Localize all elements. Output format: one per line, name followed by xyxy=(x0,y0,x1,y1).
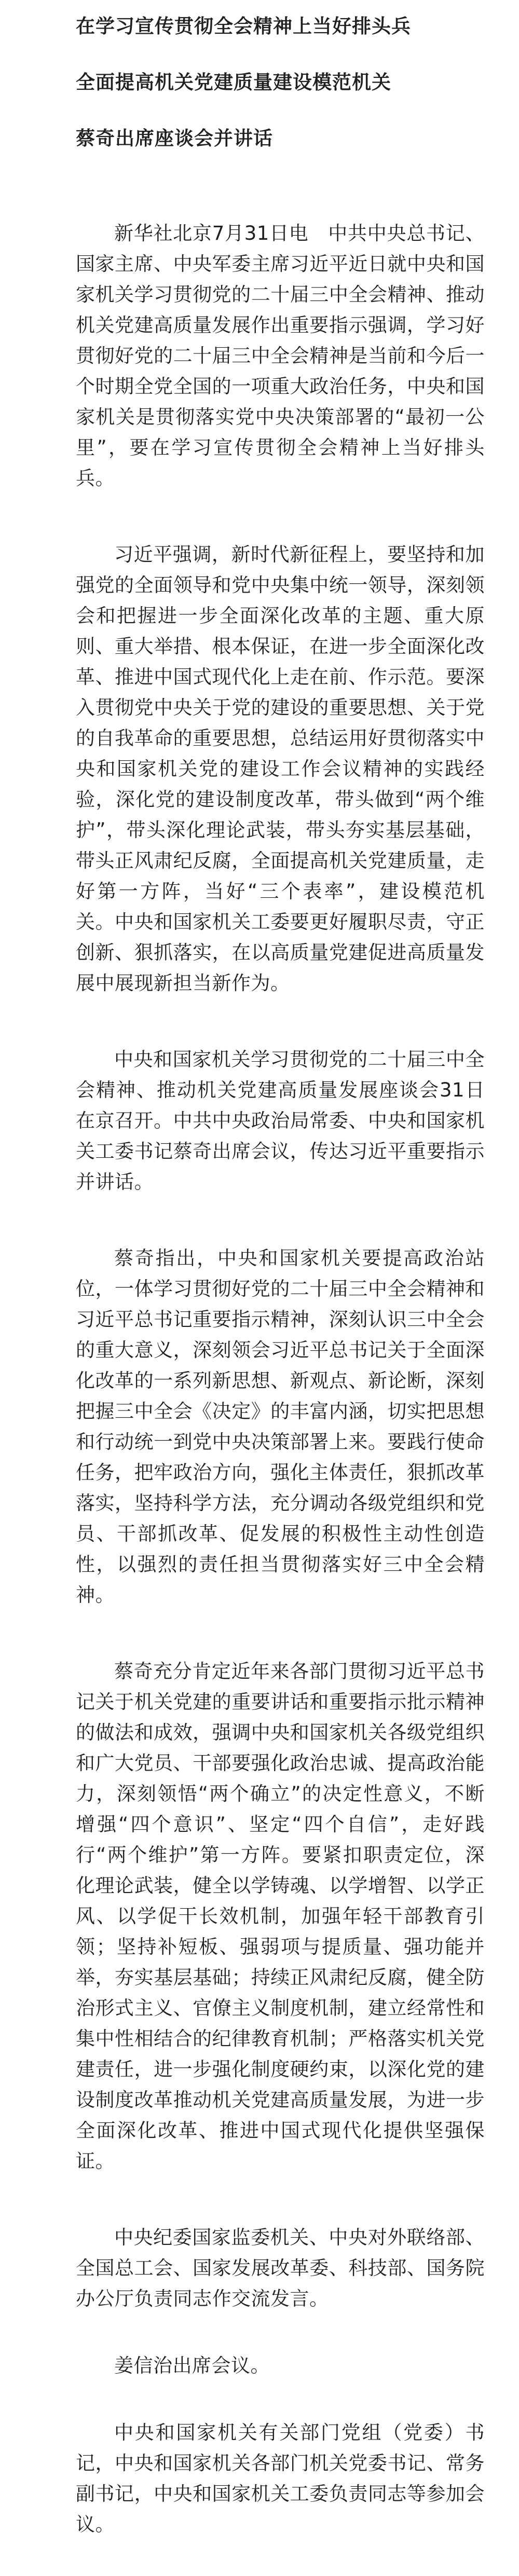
article-headline xyxy=(76,13,485,152)
paragraph-cai-qi-affirms: 蔡奇充分肯定近年来各部门贯彻习近平总书记关于机关党建的重要讲话和重要指示批示精神的做法和成效，强调中央和国家机关各级党组织和广大党员、干部要强化政治忠诚、提高政治能力，深刻领悟“两个确立”的决定性意义，不断增强“四个意识”、坚定“四个自信”，走好践行“两个维护”第一方阵。要紧扣职责定位，深化理论武装，健全以学铸魂、以学增智、以学正风、以学促干长效机制，加强年轻干部教育引领；坚持补短板、强弱项与提质量、强功能并举，夯实基层基础；持续正风肃纪反腐，健全防治形式主义、官僚主义制度机制，建立经常性和集中性相结合的纪律教育机制；严格落实机关党建责任，进一步强化制度硬约束，以深化党的建设制度改革推动机关党建高质量发展，为进一步全面深化改革、推进中国式现代化提供坚强保证。 xyxy=(76,1660,485,2172)
paragraph-cai-qi-points: 蔡奇指出，中央和国家机关要提高政治站位，一体学习贯彻好党的二十届三中全会精神和习近平总书记重要指示精神，深刻认识三中全会的重大意义，深刻领会习近平总书记关于全面深化改革的一系列新思想、新观点、新论断，深刻把握三中全会《决定》的丰富内涵，切实把思想和行动统一到党中央决策部署上来。要践行使命任务，把牢政治方向，强化主体责任，狠抓改革落实，坚持科学方法，充分调动各级党组织和党员、干部抓改革、促发展的积极性主动性创造性，以强烈的责任担当贯彻落实好三中全会精神。 xyxy=(76,1247,485,1606)
paragraph-meeting: 中央和国家机关学习贯彻党的二十届三中全会精神、推动机关党建高质量发展座谈会31日在京召开。中共中央政治局常委、中央和国家机关工委书记蔡奇出席会议，传达习近平重要指示并讲话。 xyxy=(76,1048,485,1193)
paragraph-xi-emphasis: 习近平强调，新时代新征程上，要坚持和加强党的全面领导和党中央集中统一领导，深刻领会和把握进一步全面深化改革的主题、重大原则、重大举措、根本保证，在进一步全面深化改革、推进中国式现代化上走在前、作示范。要深入贯彻党中央关于党的建设的重要思想、关于党的自我革命的重要思想，总结运用好贯彻落实中央和国家机关党的建设工作会议精神的实践经验，深化党的建设制度改革，带头做到“两个维护”，带头深化理论武装，带头夯实基层基础，带头正风肃纪反腐，全面提高机关党建质量，走好第一方阵，当好“三个表率”，建设模范机关。中央和国家机关工委要更好履职尽责，守正创新、狠抓落实，在以高质量党建促进高质量发展中展现新担当新作为。 xyxy=(76,543,485,994)
paragraph-attendee: 姜信治出席会议。 xyxy=(114,2354,270,2377)
headline-line-3: 蔡奇出席座谈会并讲话 xyxy=(76,127,273,149)
headline-line-2: 全面提高机关党建质量建设模范机关 xyxy=(76,71,391,93)
paragraph-speakers: 中央纪委国家监委机关、中央对外联络部、全国总工会、国家发展改革委、科技部、国务院办公厅负责同志作交流发言。 xyxy=(76,2226,485,2310)
paragraph-dateline: 新华社北京7月31日电 中共中央总书记、国家主席、中央军委主席习近平近日就中央和国家机关学习贯彻党的二十届三中全会精神、推动机关党建高质量发展作出重要指示强调，学习好贯彻好党的二十届三中全会精神是当前和今后一个时期全党全国的一项重大政治任务，中央和国家机关是贯彻落实党中央决策部署的“最初一公里”，要在学习宣传贯彻全会精神上当好排头兵。 xyxy=(76,222,485,489)
article-body xyxy=(76,218,485,2540)
paragraph-participants: 中央和国家机关有关部门党组（党委）书记，中央和国家机关各部门机关党委书记、常务副书记，中央和国家机关工委负责同志等参加会议。 xyxy=(76,2421,485,2536)
headline-line-1: 在学习宣传贯彻全会精神上当好排头兵 xyxy=(76,15,411,37)
